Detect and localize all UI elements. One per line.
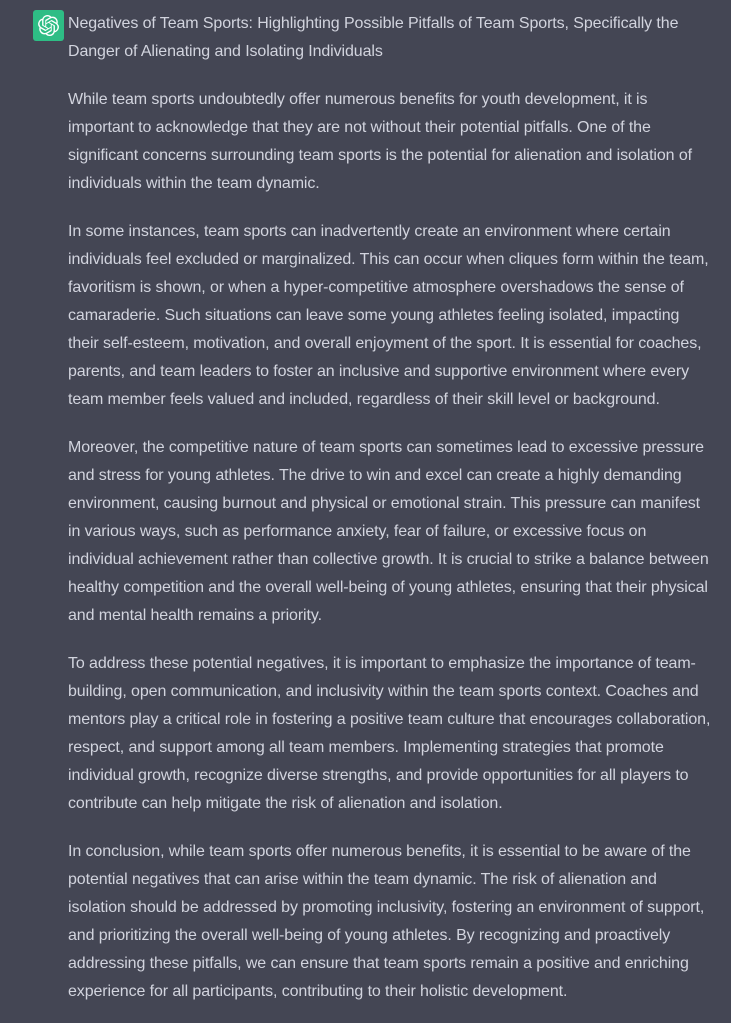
message-paragraph-5: In conclusion, while team sports offer numerous benefits, it is essential to be aware of the potential negatives that can arise within the team dynamic. The risk of alienation and isolation should be addressed by promoting inclusivity, fostering an environment of support, and prioritizing the overall well-being of young athletes. By recognizing and proactively addressing these pitfalls, we can ensure that team sports remain a positive and enriching experience for all participants, contributing to their holistic development. bbox=[68, 843, 705, 1000]
message-paragraph-4: To address these potential negatives, it is important to emphasize the importance of team-building, open communication, and inclusivity within the team sports context. Coaches and mentors play a critical role in fostering a positive team culture that encourages collaboration, respect, and support among all team members. Implementing strategies that promote individual growth, recognize diverse strengths, and provide opportunities for all players to contribute can help mitigate the risk of alienation and isolation. bbox=[68, 655, 711, 812]
message-title: Negatives of Team Sports: Highlighting Possible Pitfalls of Team Sports, Specifically the Danger of Alienating and Isolating Individuals bbox=[68, 15, 679, 60]
assistant-avatar bbox=[33, 10, 64, 41]
openai-logo-icon bbox=[38, 15, 59, 36]
message-paragraph-2: In some instances, team sports can inadvertently create an environment where certain individuals feel excluded or marginalized. This can occur when cliques form within the team, favoritism is shown, or when a hyper-competitive atmosphere overshadows the sense of camaraderie. Such situations can leave some young athletes feeling isolated, impacting their self-esteem, motivation, and overall enjoyment of the sport. It is essential for coaches, parents, and team leaders to foster an inclusive and supportive environment where every team member feels valued and included, regardless of their skill level or background. bbox=[68, 223, 709, 408]
message-content bbox=[68, 10, 713, 1006]
message-paragraph-1: While team sports undoubtedly offer numerous benefits for youth development, it is important to acknowledge that they are not without their potential pitfalls. One of the significant concerns surrounding team sports is the potential for alienation and isolation of individuals within the team dynamic. bbox=[68, 91, 692, 192]
message-paragraph-3: Moreover, the competitive nature of team sports can sometimes lead to excessive pressure and stress for young athletes. The drive to win and excel can create a highly demanding environment, causing burnout and physical or emotional strain. This pressure can manifest in various ways, such as performance anxiety, fear of failure, or excessive focus on individual achievement rather than collective growth. It is crucial to strike a balance between healthy competition and the overall well-being of young athletes, ensuring that their physical and mental health remains a priority. bbox=[68, 439, 709, 624]
